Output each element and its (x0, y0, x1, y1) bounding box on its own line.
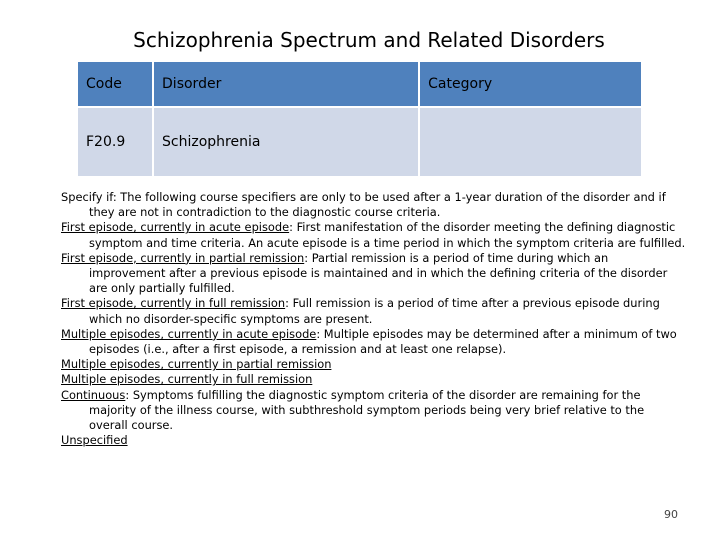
course-specifiers (61, 190, 686, 448)
specifier-item: First episode, currently in partial remission: Partial remission is a period of time during which an improvement after a previous episode is maintained and in which the defining criteria of the disorder are only partially fulfilled. (61, 250, 668, 296)
specifier-term: First episode, currently in acute episode (61, 220, 290, 235)
disorder-table (76, 60, 643, 178)
header-category: Category (419, 61, 642, 107)
cell-code: F20.9 (77, 107, 153, 177)
page-title: Schizophrenia Spectrum and Related Disorders (133, 28, 605, 52)
table-row (77, 107, 642, 177)
specifier-item (61, 372, 686, 387)
specifier-item: First episode, currently in full remission: Full remission is a period of time after a previous episode during which no disorder-specific symptoms are present. (61, 296, 660, 326)
specifier-item (61, 190, 686, 220)
specifier-term: First episode, currently in full remission (61, 296, 286, 311)
specifier-term: Multiple episodes, currently in acute episode (61, 326, 317, 341)
specifier-term: Continuous (61, 387, 126, 402)
specifier-text: Symptoms fulfilling the diagnostic symptom criteria of the disorder are remaining for the majority of the illness course, with subthreshold symptom periods being very brief relative to the overall course. (89, 387, 645, 433)
specifier-term: First episode, currently in partial remission (61, 250, 305, 265)
specifier-text: Multiple episodes may be determined after a minimum of two episodes (i.e., after a first episode, a remission and at least one relapse). (89, 326, 677, 357)
cell-category (419, 107, 642, 177)
specifier-item: First episode, currently in acute episode: First manifestation of the disorder meeting the defining diagnostic symptom and time criteria. An acute episode is a time period in which the symptom criteria are fulfilled. (61, 220, 686, 250)
specifier-term: Multiple episodes, currently in full remission (61, 372, 313, 387)
specifier-text: First manifestation of the disorder meeting the defining diagnostic symptom and time criteria. An acute episode is a time period in which the symptom criteria are fulfilled. (89, 220, 686, 250)
page-number: 90 (664, 508, 678, 521)
specifier-text: Specify if: The following course specifiers are only to be used after a 1-year duration of the disorder and if they are not in contradiction to the diagnostic course criteria. (61, 190, 666, 220)
header-disorder: Disorder (153, 61, 419, 107)
specifier-text: Partial remission is a period of time during which an improvement after a previous episode is maintained and in which the defining criteria of the disorder are only partially fulfilled. (89, 250, 668, 296)
table-header-row (77, 61, 642, 107)
specifier-term: Unspecified (61, 433, 128, 448)
specifier-text: Full remission is a period of time after a previous episode during which no disorder-specific symptoms are present. (89, 296, 660, 326)
cell-disorder: Schizophrenia (153, 107, 419, 177)
specifier-term: Multiple episodes, currently in partial remission (61, 357, 332, 372)
specifier-item: Multiple episodes, currently in acute episode: Multiple episodes may be determined after a minimum of two episodes (i.e., after a first episode, a remission and at least one relapse). (61, 326, 677, 357)
specifier-item: Continuous: Symptoms fulfilling the diagnostic symptom criteria of the disorder are remaining for the majority of the illness course, with subthreshold symptom periods being very brief relative to the overall course. (61, 387, 645, 433)
specifier-item (61, 357, 686, 372)
header-code: Code (77, 61, 153, 107)
specifier-item (61, 433, 686, 448)
